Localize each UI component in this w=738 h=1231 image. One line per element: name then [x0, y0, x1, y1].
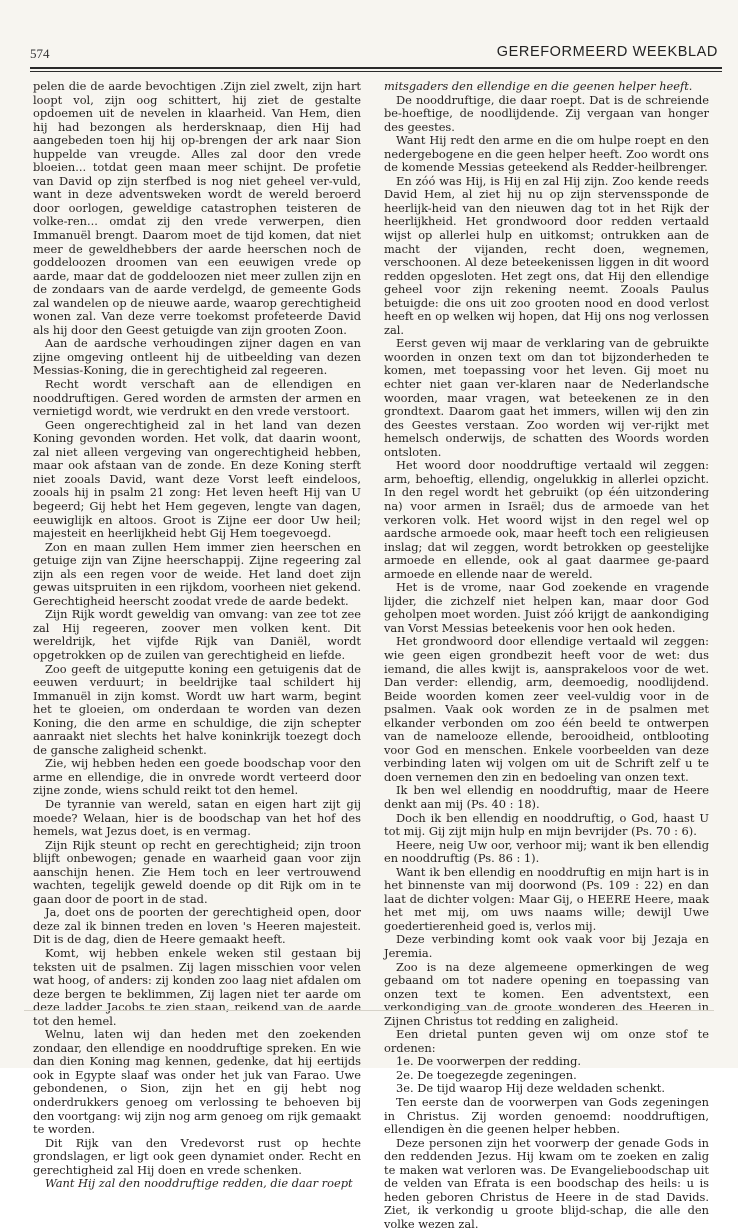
paragraph: Aan de aardsche verhoudingen zijner dagen en van zijne omgeving ontleent hij de uitbeelding van dezen Messias-Koning, die in gerechtigheid zal regeeren.: [33, 336, 361, 378]
paragraph: Welnu, laten wij dan heden met den zoekenden zondaar, den ellendige en nooddruftige spreken. En wie dan dien Koning mag kennen, gedenke, dat hij eertijds ook in Egypte slaaf was onder het juk van Farao. Uwe gebondenen, o Sion, zijn het en gij hebt nog onderdrukkers genoeg om verlossing te behoeven bij den voortgang: wij zijn nog arm genoeg om rijk gemaakt te worden.: [33, 1027, 361, 1137]
paragraph: Ja, doet ons de poorten der gerechtigheid open, door deze zal ik binnen treden en loven 's Heeren majesteit. Dit is de dag, dien de Heere gemaakt heeft.: [33, 905, 361, 947]
paragraph: Komt, wij hebben enkele weken stil gestaan bij teksten uit de psalmen. Zij lagen misschien voor velen wat hoog, of anders: zij konden zoo laag niet afdalen om deze bergen te beklimmen, Zij lagen niet ter aarde om deze ladder Jacobs te zien staan, reikend van de aarde tot den hemel.: [33, 946, 361, 1028]
italic-text: Want Hij zal den nooddruftige redden, die daar roept: [45, 1176, 353, 1191]
paragraph-italic: [384, 80, 709, 94]
left-column: [33, 79, 361, 1191]
italic-text: mitsgaders den ellendige en die geenen helper heeft.: [384, 79, 693, 93]
page-header: [30, 44, 720, 64]
paragraph: Doch ik ben ellendig en nooddruftig, o God, haast U tot mij. Gij zijt mijn hulp en mijn bevrijder (Ps. 70 : 6).: [384, 810, 709, 839]
list-item: 2e. De toegezegde zegeningen.: [396, 1067, 577, 1082]
paragraph: De nooddruftige, die daar roept. Dat is de schreiende be-hoeftige, de noodlijdende. Zij vergaan van honger des geestes.: [384, 92, 709, 134]
page-bottom-edge: [24, 1010, 714, 1011]
page-number: 574: [30, 46, 50, 61]
right-column: [384, 79, 709, 1231]
paragraph: Recht wordt verschaft aan de ellendigen en nooddruftigen. Gered worden de armsten der armen en vernietigd wordt, wie verdrukt en den vrede verstoort.: [33, 377, 361, 419]
paragraph: Zoo geeft de uitgeputte koning een getuigenis dat de eeuwen verduurt; in beeldrijke taal schildert hij Immanuël in zijn komst. Wordt uw hart warm, begint het te gloeien, om onderdaan te worden van dezen Koning, die den arme en schuldige, die zijn schepter aanraakt niet slechts het halve koninkrijk toezegt doch de gansche zaligheid schenkt.: [33, 661, 361, 757]
list-item: 3e. De tijd waarop Hij deze weldaden schenkt.: [396, 1081, 666, 1096]
paragraph: De tyrannie van wereld, satan en eigen hart zijt gij moede? Welaan, hier is de boodschap van het hof des hemels, wat Jezus doet, is en vermag.: [33, 796, 361, 839]
paragraph: Zon en maan zullen Hem immer zien heerschen en getuige zijn van Zijne heerschappij. Zijne regeering zal zijn als een regen voor de weide. Het land doet zijn gewas uitspruiten in een rijkdom, voorheen niet gekend. Gerechtigheid heerscht zoodat vrede de aarde bedekt.: [33, 539, 361, 608]
paragraph: Het woord door nooddruftige vertaald wil zeggen: arm, behoeftig, ellendig, ongelukkig in allerlei opzicht. In den regel wordt het gebruikt (op één uitzondering na) voor armen in Israël; dus de armoede van het verkoren volk. Het woord wijst in den regel wel op aardsche armoede ook, maar heeft toch een religieusen inslag; dat wil zeggen, wordt betrokken op geestelijke armoede en ellende, ook al gaat daarmee ge-paard armoede en ellende naar de wereld.: [384, 458, 709, 581]
paragraph: Zoo is na deze algemeene opmerkingen de weg gebaand om tot nadere opening en toepassing van onzen text te komen. Een adventstext, een verkondiging van de groote wonderen des Heeren in Zijnen Christus tot redding en zaligheid.: [384, 959, 709, 1028]
paragraph: Zie, wij hebben heden een goede boodschap voor den arme en ellendige, die in onvrede wordt verteerd door zijne zonde, wiens schuld reikt tot den hemel.: [33, 756, 361, 798]
paragraph: Een drietal punten geven wij om onze stof te ordenen:: [384, 1027, 709, 1055]
paragraph: Het is de vrome, naar God zoekende en vragende lijder, die zichzelf niet helpen kan, maar door God geholpen moet worden. Juist zóó krijgt de aankondiging van Vorst Messias beteekenis voor hen ook heden.: [384, 580, 709, 635]
list-item: 1e. De voorwerpen der redding.: [396, 1054, 582, 1069]
paragraph: Eerst geven wij maar de verklaring van de gebruikte woorden in onzen text om dan tot bijzonderheden te komen, met toepassing voor het leven. Gij moet nu echter niet gaan ver-klaren naar de Nederlandsche woorden, maar vragen, wat beteekenen ze in den grondtext. Daarom gaat het immers, willen wij den zin des Geestes verstaan. Zoo worden wij ver-rijkt met hemelsch onderwijs, de schatten des Woords worden ontsloten.: [384, 336, 709, 459]
paragraph: Het grondwoord door ellendige vertaald wil zeggen: wie geen eigen grondbezit heeft voor de wet: dus iemand, die alles kwijt is, aansprakeloos voor de wet. Dan verder: ellendig, arm, deemoedig, noodlijdend. Beide woorden komen zeer veel-vuldig voor in de psalmen. Vaak ook worden ze in de psalmen met elkander verbonden om zoo één beeld te ontwerpen van de namelooze ellende, berooidheid, ontblooting voor God en menschen. Enkele voorbeelden van deze verbinding laten wij volgen om uit de Schrift zelf u te doen vernemen den zin en bedoeling van onzen text.: [384, 634, 709, 784]
paragraph: Want ik ben ellendig en nooddruftig en mijn hart is in het binnenste van mij doorwond (Ps. 109 : 22) en dan laat de dichter volgen: Maar Gij, o HEERE Heere, maak het met mij, om uws naams wille; dewijl Uwe goedertierenheid goed is, verlos mij.: [384, 864, 709, 933]
journal-title: GEREFORMEERD WEEKBLAD: [496, 44, 718, 60]
paragraph: pelen die de aarde bevochtigen .Zijn ziel zwelt, zijn hart loopt vol, zijn oog schittert, hij ziet de gestalte opdoemen uit de nevelen in klaarheid. Van Hem, dien hij had bezongen als herdersknaap, dien Hij had aangebeden toen hij hij op-brengen der ark naar Sion huppelde van vreugde. Alles zal door den vrede bloeien... totdat geen maan meer schijnt. De profetie van David op zijn sterfbed is nog niet geheel ver-vuld, want in deze adventsweken wordt de wereld beroerd door oorlogen, geweldige catastrophen teisteren de volke-ren... omdat zij den vrede verwerpen, dien Immanuël brengt. Daarom moet de tijd komen, dat niet meer de geweldhebbers der aarde heerschen noch de goddeloozen droomen van een eeuwigen vrede op aarde, maar dat de goddeloozen niet meer zullen zijn en de zondaars van de aarde verdelgd, de gemeente Gods zal wandelen op de nieuwe aarde, waarop gerechtigheid wonen zal. Van deze verre toekomst profeteerde David als hij door den Geest getuigde van zijn grooten Zoon.: [33, 79, 361, 337]
paragraph: Zijn Rijk steunt op recht en gerechtigheid; zijn troon blijft onbewogen; genade en waarheid gaan voor zijn aanschijn henen. Zie Hem toch en leer vertrouwend wachten, tegelijk geweld doende op dit Rijk om in te gaan door de poort in de stad.: [33, 837, 361, 906]
paragraph: Heere, neig Uw oor, verhoor mij; want ik ben ellendig en nooddruftig (Ps. 86 : 1).: [384, 837, 709, 866]
paragraph: Dit Rijk van den Vredevorst rust op hechte grondslagen, er ligt ook geen dynamiet onder. Recht en gerechtigheid zal Hij doen en vrede schenken.: [33, 1135, 361, 1177]
paragraph: Ik ben wel ellendig en nooddruftig, maar de Heere denkt aan mij (Ps. 40 : 18).: [384, 783, 709, 811]
paragraph: Deze personen zijn het voorwerp der genade Gods in den reddenden Jezus. Hij kwam om te zoeken en zalig te maken wat verloren was. De Evangelieboodschap uit de velden van Efrata is een boodschap des heils: u is heden geboren Christus de Heere in de stad Davids. Ziet, ik verkondig u groote blijd-schap, die alle den volke wezen zal.: [384, 1135, 709, 1231]
paragraph-italic: [33, 1177, 361, 1191]
paragraph: Deze verbinding komt ook vaak voor bij Jezaja en Jeremia.: [384, 932, 709, 960]
paragraph: Ten eerste dan de voorwerpen van Gods zegeningen in Christus. Zij worden genoemd: nooddruftigen, ellendigen èn die geenen helper hebben.: [384, 1095, 709, 1137]
paragraph: Geen ongerechtigheid zal in het land van dezen Koning gevonden worden. Het volk, dat daarin woont, zal niet alleen vergeving van ongerechtigheid hebben, maar ook afstaan van de zonde. En deze Koning sterft niet zooals David, want deze Vorst leeft eindeloos, zooals hij in psalm 21 zong: Het leven heeft Hij van U begeerd; Gij hebt het Hem gegeven, lengte van dagen, eeuwiglijk en altoos. Groot is Zijne eer door Uw heil; majesteit en heerlijkheid hebt Gij Hem toegevoegd.: [33, 417, 361, 541]
header-rule: [30, 67, 722, 72]
paragraph: Want Hij redt den arme en die om hulpe roept en den nedergebogene en die geen helper heeft. Zoo wordt ons de komende Messias geteekend als Redder-heilbrenger.: [384, 133, 709, 175]
paragraph: En zóó was Hij, is Hij en zal Hij zijn. Zoo kende reeds David Hem, al ziet hij nu op zijn stervenssponde de heerlijk-heid van den nieuwen dag tot in het Rijk der heerlijkheid. Het grondwoord door redden vertaald wijst op allerlei hulp en uitkomst; ontrukken aan de macht der vijanden, recht doen, wegnemen, verschoonen. Al deze beteekenissen liggen in dit woord redden opgesloten. Het zegt ons, dat Hij den ellendige geheel voor zijn rekening neemt. Zooals Paulus betuigde: die ons uit zoo grooten nood en dood verlost heeft en op welken wij hopen, dat Hij ons nog verlossen zal.: [384, 173, 709, 337]
paragraph: Zijn Rijk wordt geweldig van omvang: van zee tot zee zal Hij regeeren, zoover men volken kent. Dit wereldrijk, het vijfde Rijk van Daniël, wordt opgetrokken op de zuilen van gerechtigheid en liefde.: [33, 607, 361, 662]
